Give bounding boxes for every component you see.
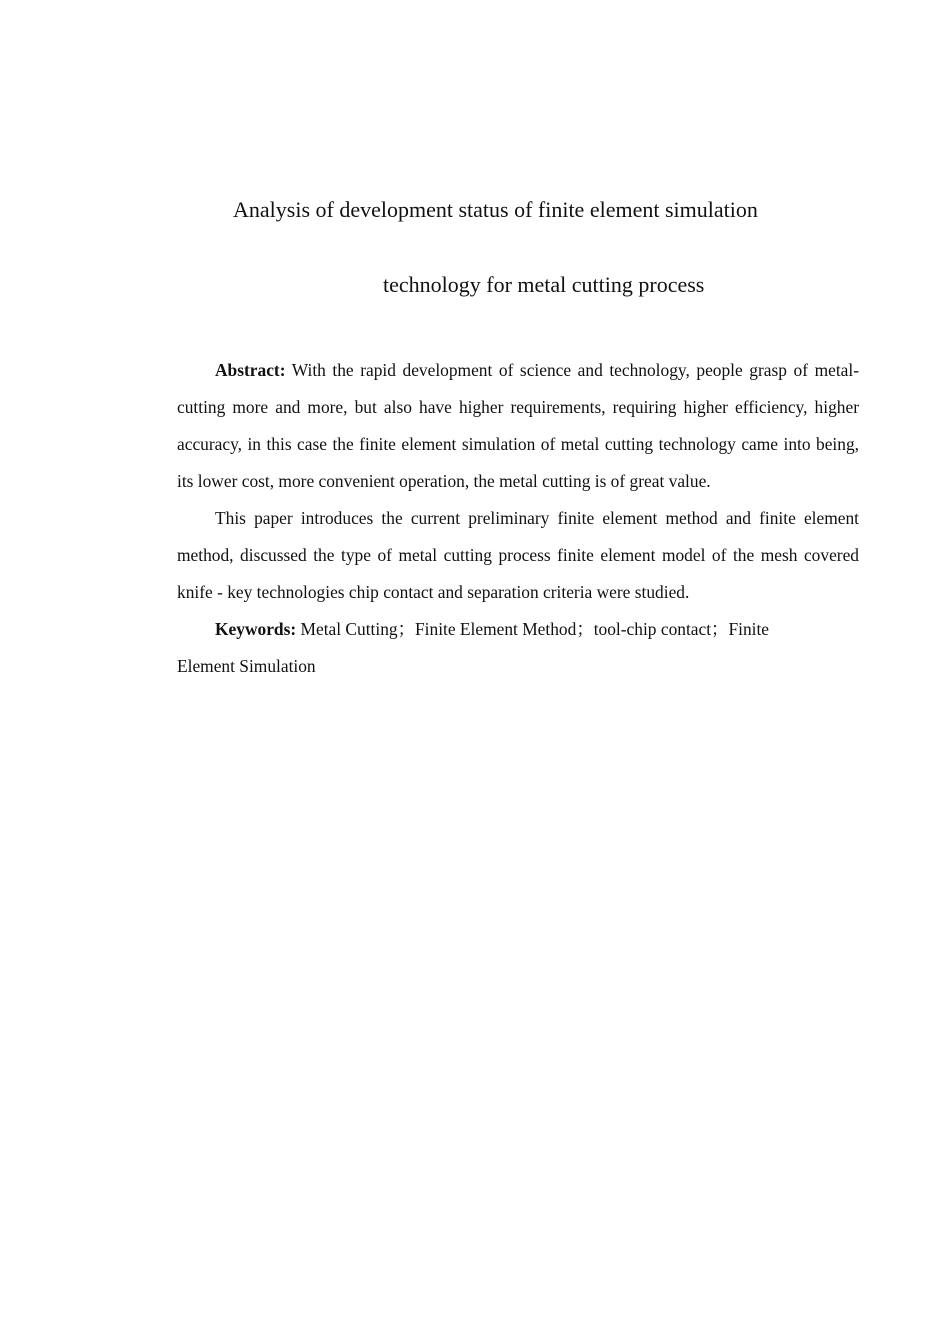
abstract-paragraph-1	[177, 352, 859, 500]
keywords-label: Keywords:	[215, 619, 297, 639]
abstract-paragraph-2: This paper introduces the current preliminary finite element method and finite element method, discussed the type of metal cutting process finite element model of the mesh covered knife - key technologies chip contact and separation criteria were studied.	[177, 508, 859, 602]
abstract-label: Abstract:	[215, 360, 286, 380]
keywords-paragraph	[177, 611, 859, 685]
abstract-text-1: With the rapid development of science and technology, people grasp of metal-cutting more and more, but also have higher requirements, requiring higher efficiency, higher accuracy, in this case the finite element simulation of metal cutting technology came into being, its lower cost, more convenient operation, the metal cutting is of great value.	[177, 360, 859, 491]
keywords-text: Metal Cutting；Finite Element Method；tool-chip contact；Finite Element Simulation	[177, 619, 770, 676]
abstract-section	[177, 352, 859, 685]
paper-title-line-2: technology for metal cutting process	[383, 272, 705, 297]
paper-title-line-1: Analysis of development status of finite element simulation	[233, 197, 758, 222]
